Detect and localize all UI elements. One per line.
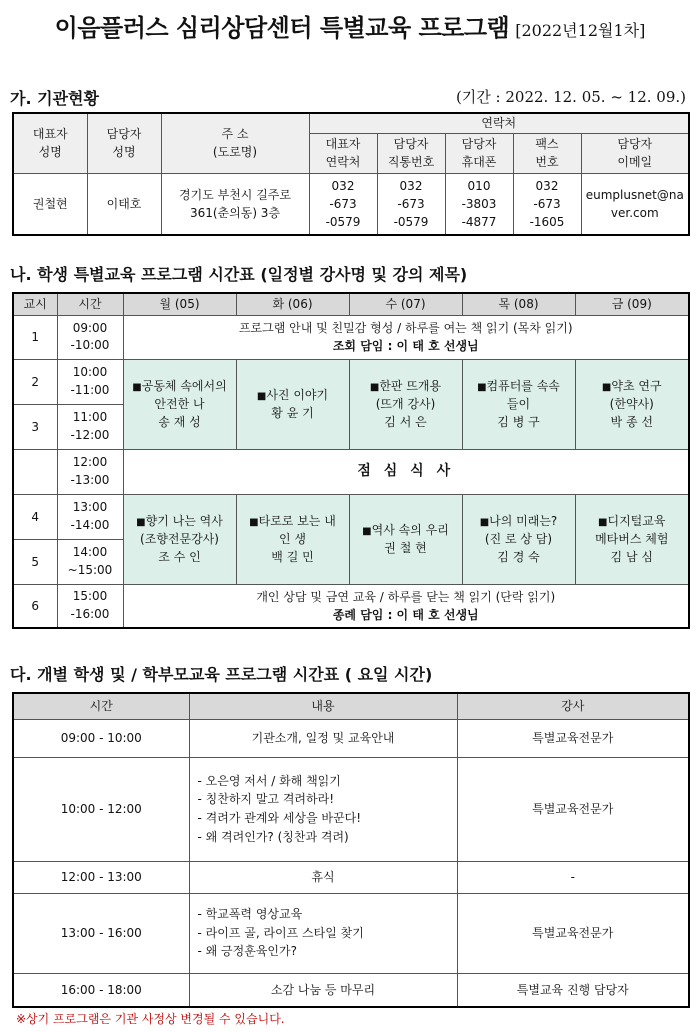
parent-schedule-table	[12, 692, 690, 1008]
th-period: 교시	[13, 293, 57, 315]
th-c-content: 내용	[189, 693, 457, 719]
th-thu: 목 (08)	[462, 293, 575, 315]
row-content: 기관소개, 일정 및 교육안내	[189, 719, 457, 757]
th-mgr-direct: 담당자 직통번호	[377, 133, 445, 173]
row-time: 13:00 - 16:00	[13, 893, 189, 973]
row-time: 12:00 - 13:00	[13, 861, 189, 893]
time-1: 09:00 -10:00	[57, 315, 123, 359]
th-mgr-email: 담당자 이메일	[581, 133, 689, 173]
class-mon-am: ■공동체 속에서의 안전한 나 송 재 성	[123, 359, 236, 449]
th-wed: 수 (07)	[349, 293, 462, 315]
class-mon-pm: ■향기 나는 역사 (조향전문강사) 조 수 인	[123, 494, 236, 584]
mgr-email: eumplusnet@na ver.com	[581, 173, 689, 235]
row-content: - 오은영 저서 / 화해 책읽기 - 칭찬하지 말고 격려하라! - 격려가 관계와 세상을 바꾼다! - 왜 격려인가? (칭찬과 격려)	[189, 757, 457, 861]
row-time: 10:00 - 12:00	[13, 757, 189, 861]
period-5: 5	[13, 539, 57, 584]
row-teacher: 특별교육전문가	[457, 757, 689, 861]
row-content: 소감 나눔 등 마무리	[189, 973, 457, 1007]
th-contact: 연락처	[309, 113, 689, 133]
student-schedule-table	[12, 292, 690, 629]
time-lunch: 12:00 -13:00	[57, 449, 123, 494]
th-tue: 화 (06)	[236, 293, 349, 315]
row-content: 휴식	[189, 861, 457, 893]
row-time: 16:00 - 18:00	[13, 973, 189, 1007]
th-time: 시간	[57, 293, 123, 315]
section-c-heading: 다. 개별 학생 및 / 학부모교육 프로그램 시간표 ( 요일 시간)	[10, 665, 433, 684]
period-6: 6	[13, 584, 57, 628]
closing-cell: 개인 상담 및 금연 교육 / 하루를 닫는 책 읽기 (단락 읽기) 종례 담임 : 이 태 호 선생님	[123, 584, 689, 628]
title-sub: [2022년12월1차]	[515, 21, 646, 40]
class-tue-pm: ■타로로 보는 내 인 생 백 길 민	[236, 494, 349, 584]
th-fax: 팩스 번호	[513, 133, 581, 173]
time-2: 10:00 -11:00	[57, 359, 123, 404]
class-wed-pm: ■역사 속의 우리 권 철 현	[349, 494, 462, 584]
time-4: 13:00 -14:00	[57, 494, 123, 539]
th-c-time: 시간	[13, 693, 189, 719]
title-main: 이음플러스 심리상담센터 특별교육 프로그램	[54, 14, 510, 42]
class-thu-am: ■컴퓨터를 속속 들이 김 병 구	[462, 359, 575, 449]
row-teacher: 특별교육전문가	[457, 719, 689, 757]
row-teacher: 특별교육전문가	[457, 893, 689, 973]
th-rep-name: 대표자 성명	[13, 113, 87, 173]
section-b-heading: 나. 학생 특별교육 프로그램 시간표 (일정별 강사명 및 강의 제목)	[10, 265, 468, 284]
rep-phone: 032 -673 -0579	[309, 173, 377, 235]
opening-cell: 프로그램 안내 및 친밀감 형성 / 하루를 여는 책 읽기 (목차 읽기) 조회 담임 : 이 태 호 선생님	[123, 315, 689, 359]
th-mgr-name: 담당자 성명	[87, 113, 161, 173]
table-row	[13, 861, 689, 893]
th-address: 주 소 (도로명)	[161, 113, 309, 173]
period-lunch	[13, 449, 57, 494]
table-row	[13, 973, 689, 1007]
table-row	[13, 719, 689, 757]
row-teacher: -	[457, 861, 689, 893]
class-fri-pm: ■디지털교육 메타버스 체험 김 남 심	[575, 494, 689, 584]
period-text: (기간 : 2022. 12. 05. ~ 12. 09.)	[455, 88, 686, 106]
row-teacher: 특별교육 진행 담당자	[457, 973, 689, 1007]
address: 경기도 부천시 길주로 361(춘의동) 3층	[161, 173, 309, 235]
mgr-mobile: 010 -3803 -4877	[445, 173, 513, 235]
class-tue-am: ■사진 이야기 황 윤 기	[236, 359, 349, 449]
class-thu-pm: ■나의 미래는? (진 로 상 담) 김 경 숙	[462, 494, 575, 584]
mgr-direct: 032 -673 -0579	[377, 173, 445, 235]
row-content: - 학교폭력 영상교육 - 라이프 골, 라이프 스타일 찾기 - 왜 긍정훈육인가?	[189, 893, 457, 973]
time-5: 14:00 ~15:00	[57, 539, 123, 584]
th-rep-phone: 대표자 연락처	[309, 133, 377, 173]
table-row	[13, 893, 689, 973]
th-mon: 월 (05)	[123, 293, 236, 315]
th-fri: 금 (09)	[575, 293, 689, 315]
footnote: ※상기 프로그램은 기관 사정상 변경될 수 있습니다.	[16, 1012, 285, 1026]
row-time: 09:00 - 10:00	[13, 719, 189, 757]
lunch-cell: 점 심 식 사	[123, 449, 689, 494]
period-1: 1	[13, 315, 57, 359]
fax: 032 -673 -1605	[513, 173, 581, 235]
page-title	[0, 8, 700, 43]
period-4: 4	[13, 494, 57, 539]
period-3: 3	[13, 404, 57, 449]
institution-table	[12, 112, 690, 236]
section-a-heading: 가. 기관현황	[10, 89, 99, 108]
period-2: 2	[13, 359, 57, 404]
class-fri-am: ■약초 연구 (한약사) 박 종 선	[575, 359, 689, 449]
class-wed-am: ■한판 뜨개용 (뜨개 강사) 김 서 은	[349, 359, 462, 449]
rep-name: 권철현	[13, 173, 87, 235]
th-c-teacher: 강사	[457, 693, 689, 719]
time-6: 15:00 -16:00	[57, 584, 123, 628]
time-3: 11:00 -12:00	[57, 404, 123, 449]
table-row	[13, 757, 689, 861]
th-mgr-mobile: 담당자 휴대폰	[445, 133, 513, 173]
mgr-name: 이태호	[87, 173, 161, 235]
